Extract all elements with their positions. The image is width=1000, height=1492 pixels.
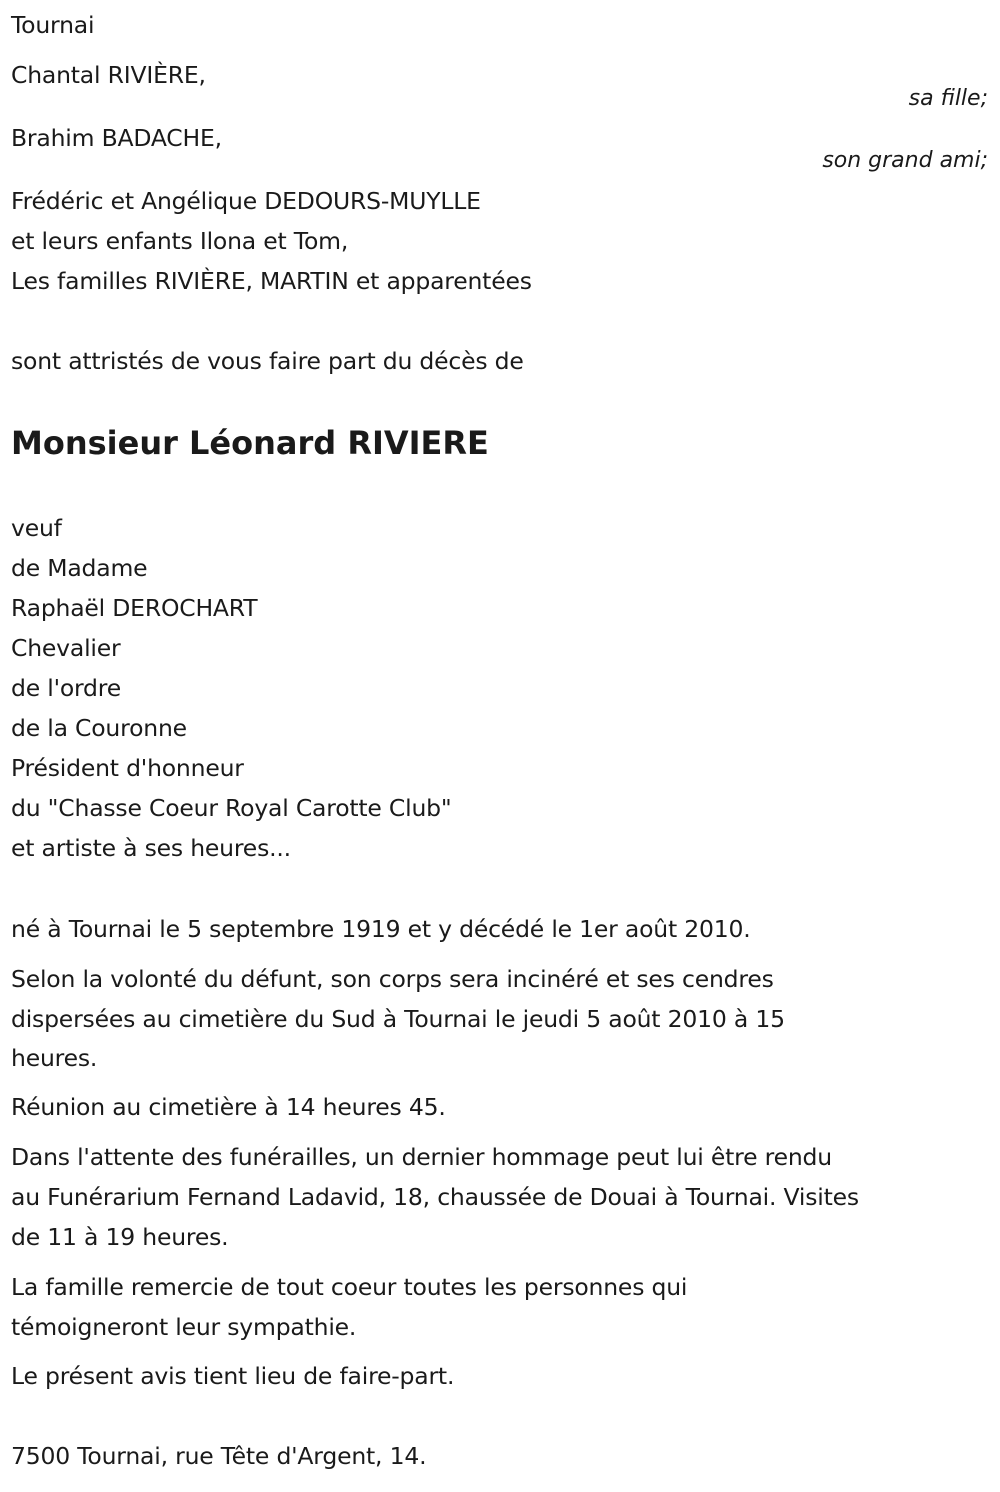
address: 7500 Tournai, rue Tête d'Argent, 14. <box>11 1442 427 1470</box>
others-line: Frédéric et Angélique DEDOURS-MUYLLE <box>11 187 481 215</box>
title-line: Raphaël DEROCHART <box>11 594 258 622</box>
family-name: Chantal RIVIÈRE, <box>11 61 206 89</box>
title-line: Président d'honneur <box>11 754 244 782</box>
title-line: veuf <box>11 514 62 542</box>
title-line: et artiste à ses heures... <box>11 834 291 862</box>
title-line: de l'ordre <box>11 674 121 702</box>
title-line: Chevalier <box>11 634 121 662</box>
deceased-name: Monsieur Léonard RIVIERE <box>11 424 489 462</box>
visit-text: de 11 à 19 heures. <box>11 1223 229 1251</box>
title-line: du "Chasse Coeur Royal Carotte Club" <box>11 794 452 822</box>
notice-text: Le présent avis tient lieu de faire-part. <box>11 1362 455 1390</box>
meeting-text: Réunion au cimetière à 14 heures 45. <box>11 1093 446 1121</box>
family-name: Brahim BADACHE, <box>11 124 222 152</box>
family-relation: son grand ami; <box>822 148 988 173</box>
others-line: et leurs enfants Ilona et Tom, <box>11 227 349 255</box>
visit-text: Dans l'attente des funérailles, un dernier hommage peut lui être rendu <box>11 1143 832 1171</box>
others-line: Les familles RIVIÈRE, MARTIN et apparentées <box>11 267 532 295</box>
ceremony-text: Selon la volonté du défunt, son corps sera incinéré et ses cendres <box>11 965 774 993</box>
visit-text: au Funérarium Fernand Ladavid, 18, chaussée de Douai à Tournai. Visites <box>11 1183 859 1211</box>
thanks-text: témoigneront leur sympathie. <box>11 1313 357 1341</box>
city: Tournai <box>11 11 95 39</box>
family-relation: sa fille; <box>908 86 988 111</box>
thanks-text: La famille remercie de tout coeur toutes les personnes qui <box>11 1273 688 1301</box>
title-line: de Madame <box>11 554 148 582</box>
title-line: de la Couronne <box>11 714 187 742</box>
announcement: sont attristés de vous faire part du décès de <box>11 347 524 375</box>
ceremony-text: dispersées au cimetière du Sud à Tournai le jeudi 5 août 2010 à 15 <box>11 1005 785 1033</box>
ceremony-text: heures. <box>11 1044 98 1072</box>
birth-death: né à Tournai le 5 septembre 1919 et y décédé le 1er août 2010. <box>11 915 751 943</box>
